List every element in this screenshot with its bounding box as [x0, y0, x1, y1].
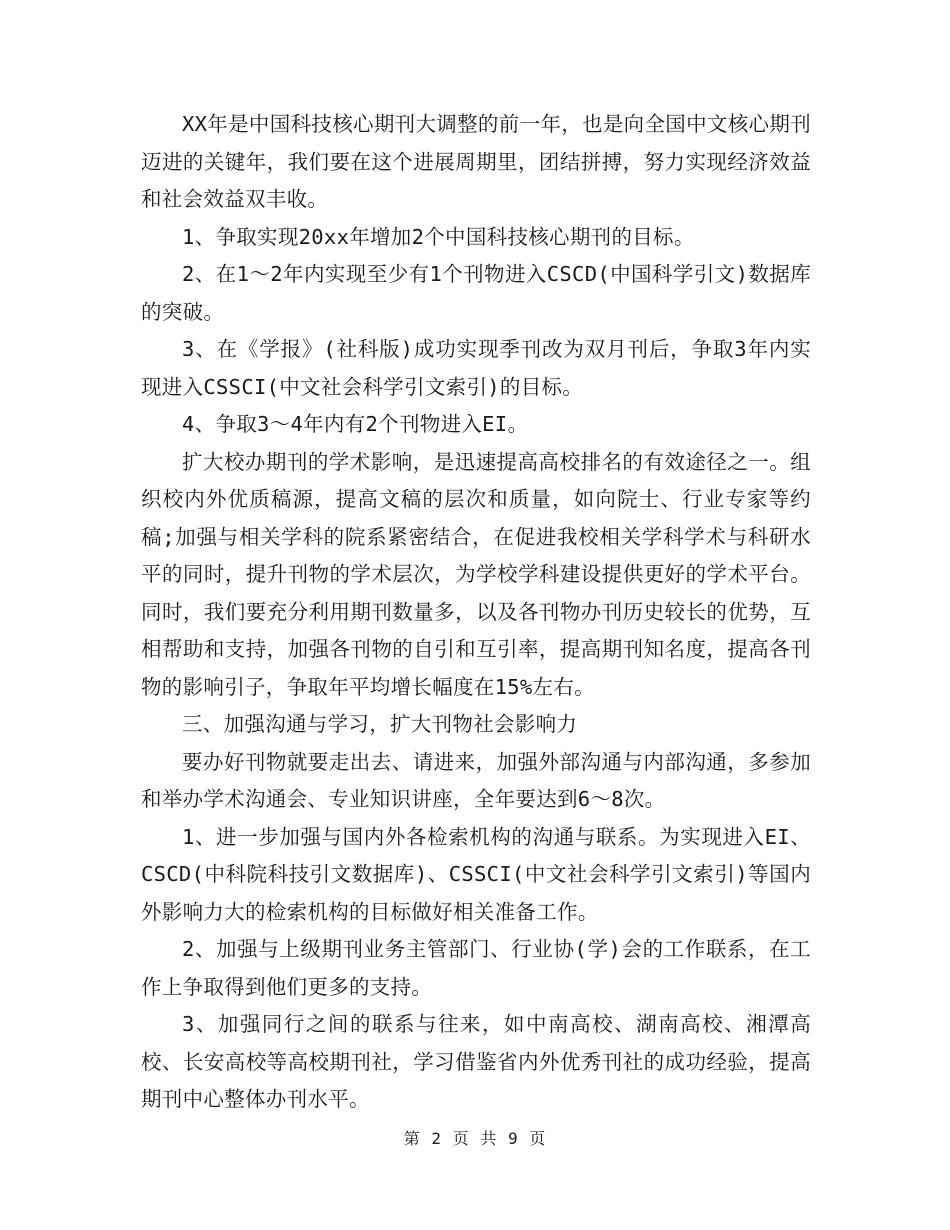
paragraph-measure-1: 1、进一步加强与国内外各检索机构的沟通与联系。为实现进入EI、CSCD(中科院科技引文数据库)、CSSCI(中文社会科学引文索引)等国内外影响力大的检索机构的目标做好相关准备工作。	[141, 824, 811, 924]
section-heading-communication: 三、加强沟通与学习，扩大刊物社会影响力	[182, 712, 578, 736]
paragraph-goal-1: 1、争取实现20xx年增加2个中国科技核心期刊的目标。	[182, 224, 695, 249]
paragraph-goal-4: 4、争取3～4年内有2个刊物进入EI。	[182, 412, 529, 436]
paragraph-academic-influence: 扩大校办期刊的学术影响，是迅速提高高校排名的有效途径之一。组织校内外优质稿源，提高文稿的层次和质量，如向院士、行业专家等约稿;加强与相关学科的院系紧密结合，在促进我校相关学科学术与科研水平的同时，提升刊物的学术层次，为学校学科建设提供更好的学术平台。同时，我们要充分利用期刊数量多，以及各刊物办刊历史较长的优势，互相帮助和支持，加强各刊物的自引和互引率，提高期刊知名度，提高各刊物的影响引子，争取年平均增长幅度在15%左右。	[141, 449, 811, 699]
paragraph-communication-intro: 要办好刊物就要走出去、请进来，加强外部沟通与内部沟通，多参加和举办学术沟通会、专业知识讲座，全年要达到6～8次。	[141, 749, 811, 811]
document-body	[141, 106, 811, 1119]
paragraph-intro: XX年是中国科技核心期刊大调整的前一年，也是向全国中文核心期刊迈进的关键年，我们要在这个进展周期里，团结拼搏，努力实现经济效益和社会效益双丰收。	[141, 112, 811, 211]
paragraph-measure-3: 3、加强同行之间的联系与往来，如中南高校、湖南高校、湘潭高校、长安高校等高校期刊社，学习借鉴省内外优秀刊社的成功经验，提高期刊中心整体办刊水平。	[141, 1012, 811, 1111]
paragraph-goal-2: 2、在1～2年内实现至少有1个刊物进入CSCD(中国科学引文)数据库的突破。	[141, 262, 811, 324]
paragraph-measure-2: 2、加强与上级期刊业务主管部门、行业协(学)会的工作联系，在工作上争取得到他们更多的支持。	[141, 937, 811, 999]
paragraph-goal-3: 3、在《学报》(社科版)成功实现季刊改为双月刊后，争取3年内实现进入CSSCI(中文社会科学引文索引)的目标。	[141, 337, 811, 399]
page-number-footer: 第 2 页 共 9 页	[403, 1129, 547, 1148]
